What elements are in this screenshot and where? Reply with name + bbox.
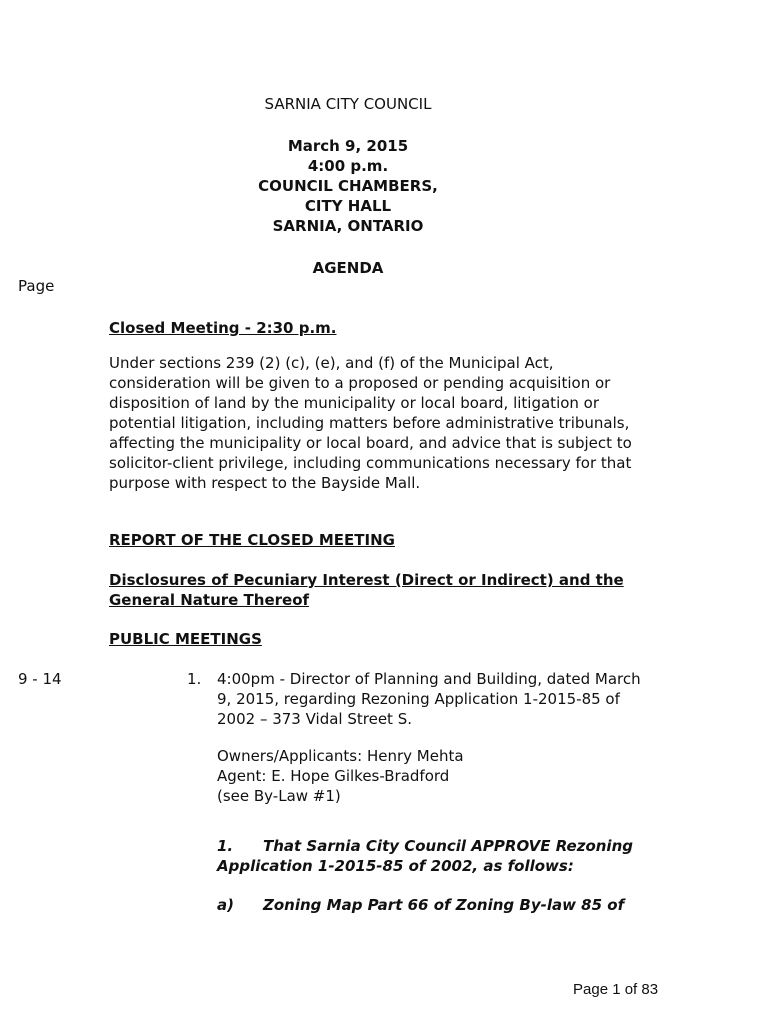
meeting-location-2: CITY HALL <box>304 197 392 215</box>
disclosures-heading <box>109 570 624 610</box>
text-line: affecting the municipality or local board, and advice that is subject to <box>109 434 632 452</box>
text-line: consideration will be given to a proposed or pending acquisition or <box>109 374 611 392</box>
recommendation-text <box>217 836 633 876</box>
meeting-time: 4:00 p.m. <box>307 157 389 175</box>
bylaw-reference: (see By-Law #1) <box>217 787 341 805</box>
meeting-location-1: COUNCIL CHAMBERS, <box>258 177 438 195</box>
page-number: Page 1 of 83 <box>573 981 659 998</box>
agent-line: Agent: E. Hope Gilkes-Bradford <box>217 767 450 785</box>
text-line: That Sarnia City Council APPROVE Rezoning <box>263 837 633 855</box>
text-line: 4:00pm - Director of Planning and Building, dated March <box>217 670 641 688</box>
text-line: disposition of land by the municipality or local board, litigation or <box>109 394 600 412</box>
sub-item-text: Zoning Map Part 66 of Zoning By-law 85 of <box>263 896 625 914</box>
meeting-date: March 9, 2015 <box>287 137 409 155</box>
recommendation-number: 1. <box>217 837 234 855</box>
item-number: 1. <box>187 670 202 688</box>
item-parties <box>217 746 464 806</box>
item-page-range: 9 - 14 <box>18 670 62 688</box>
text-line: potential litigation, including matters before administrative tribunals, <box>109 414 630 432</box>
text-line: Disclosures of Pecuniary Interest (Direct or Indirect) and the <box>109 571 624 589</box>
report-heading: REPORT OF THE CLOSED MEETING <box>109 531 395 549</box>
owners-line: Owners/Applicants: Henry Mehta <box>217 747 464 765</box>
text-line: solicitor-client privilege, including communications necessary for that <box>109 454 632 472</box>
closed-meeting-heading: Closed Meeting - 2:30 p.m. <box>109 319 337 337</box>
agenda-title: AGENDA <box>312 259 384 277</box>
text-line: purpose with respect to the Bayside Mall. <box>109 474 421 492</box>
sub-item-letter: a) <box>217 896 234 914</box>
text-line: Application 1-2015-85 of 2002, as follows: <box>217 857 574 875</box>
text-line: Under sections 239 (2) (c), (e), and (f) of the Municipal Act, <box>109 354 554 372</box>
meeting-location-3: SARNIA, ONTARIO <box>272 217 424 235</box>
public-meetings-heading: PUBLIC MEETINGS <box>109 630 262 648</box>
closed-meeting-text <box>109 353 632 493</box>
text-line: 9, 2015, regarding Rezoning Application 1-2015-85 of <box>217 690 620 708</box>
item-description <box>217 669 641 729</box>
text-line: 2002 – 373 Vidal Street S. <box>217 710 412 728</box>
page-column-label: Page <box>18 277 55 295</box>
council-title: SARNIA CITY COUNCIL <box>264 95 432 113</box>
text-line: General Nature Thereof <box>109 591 310 609</box>
